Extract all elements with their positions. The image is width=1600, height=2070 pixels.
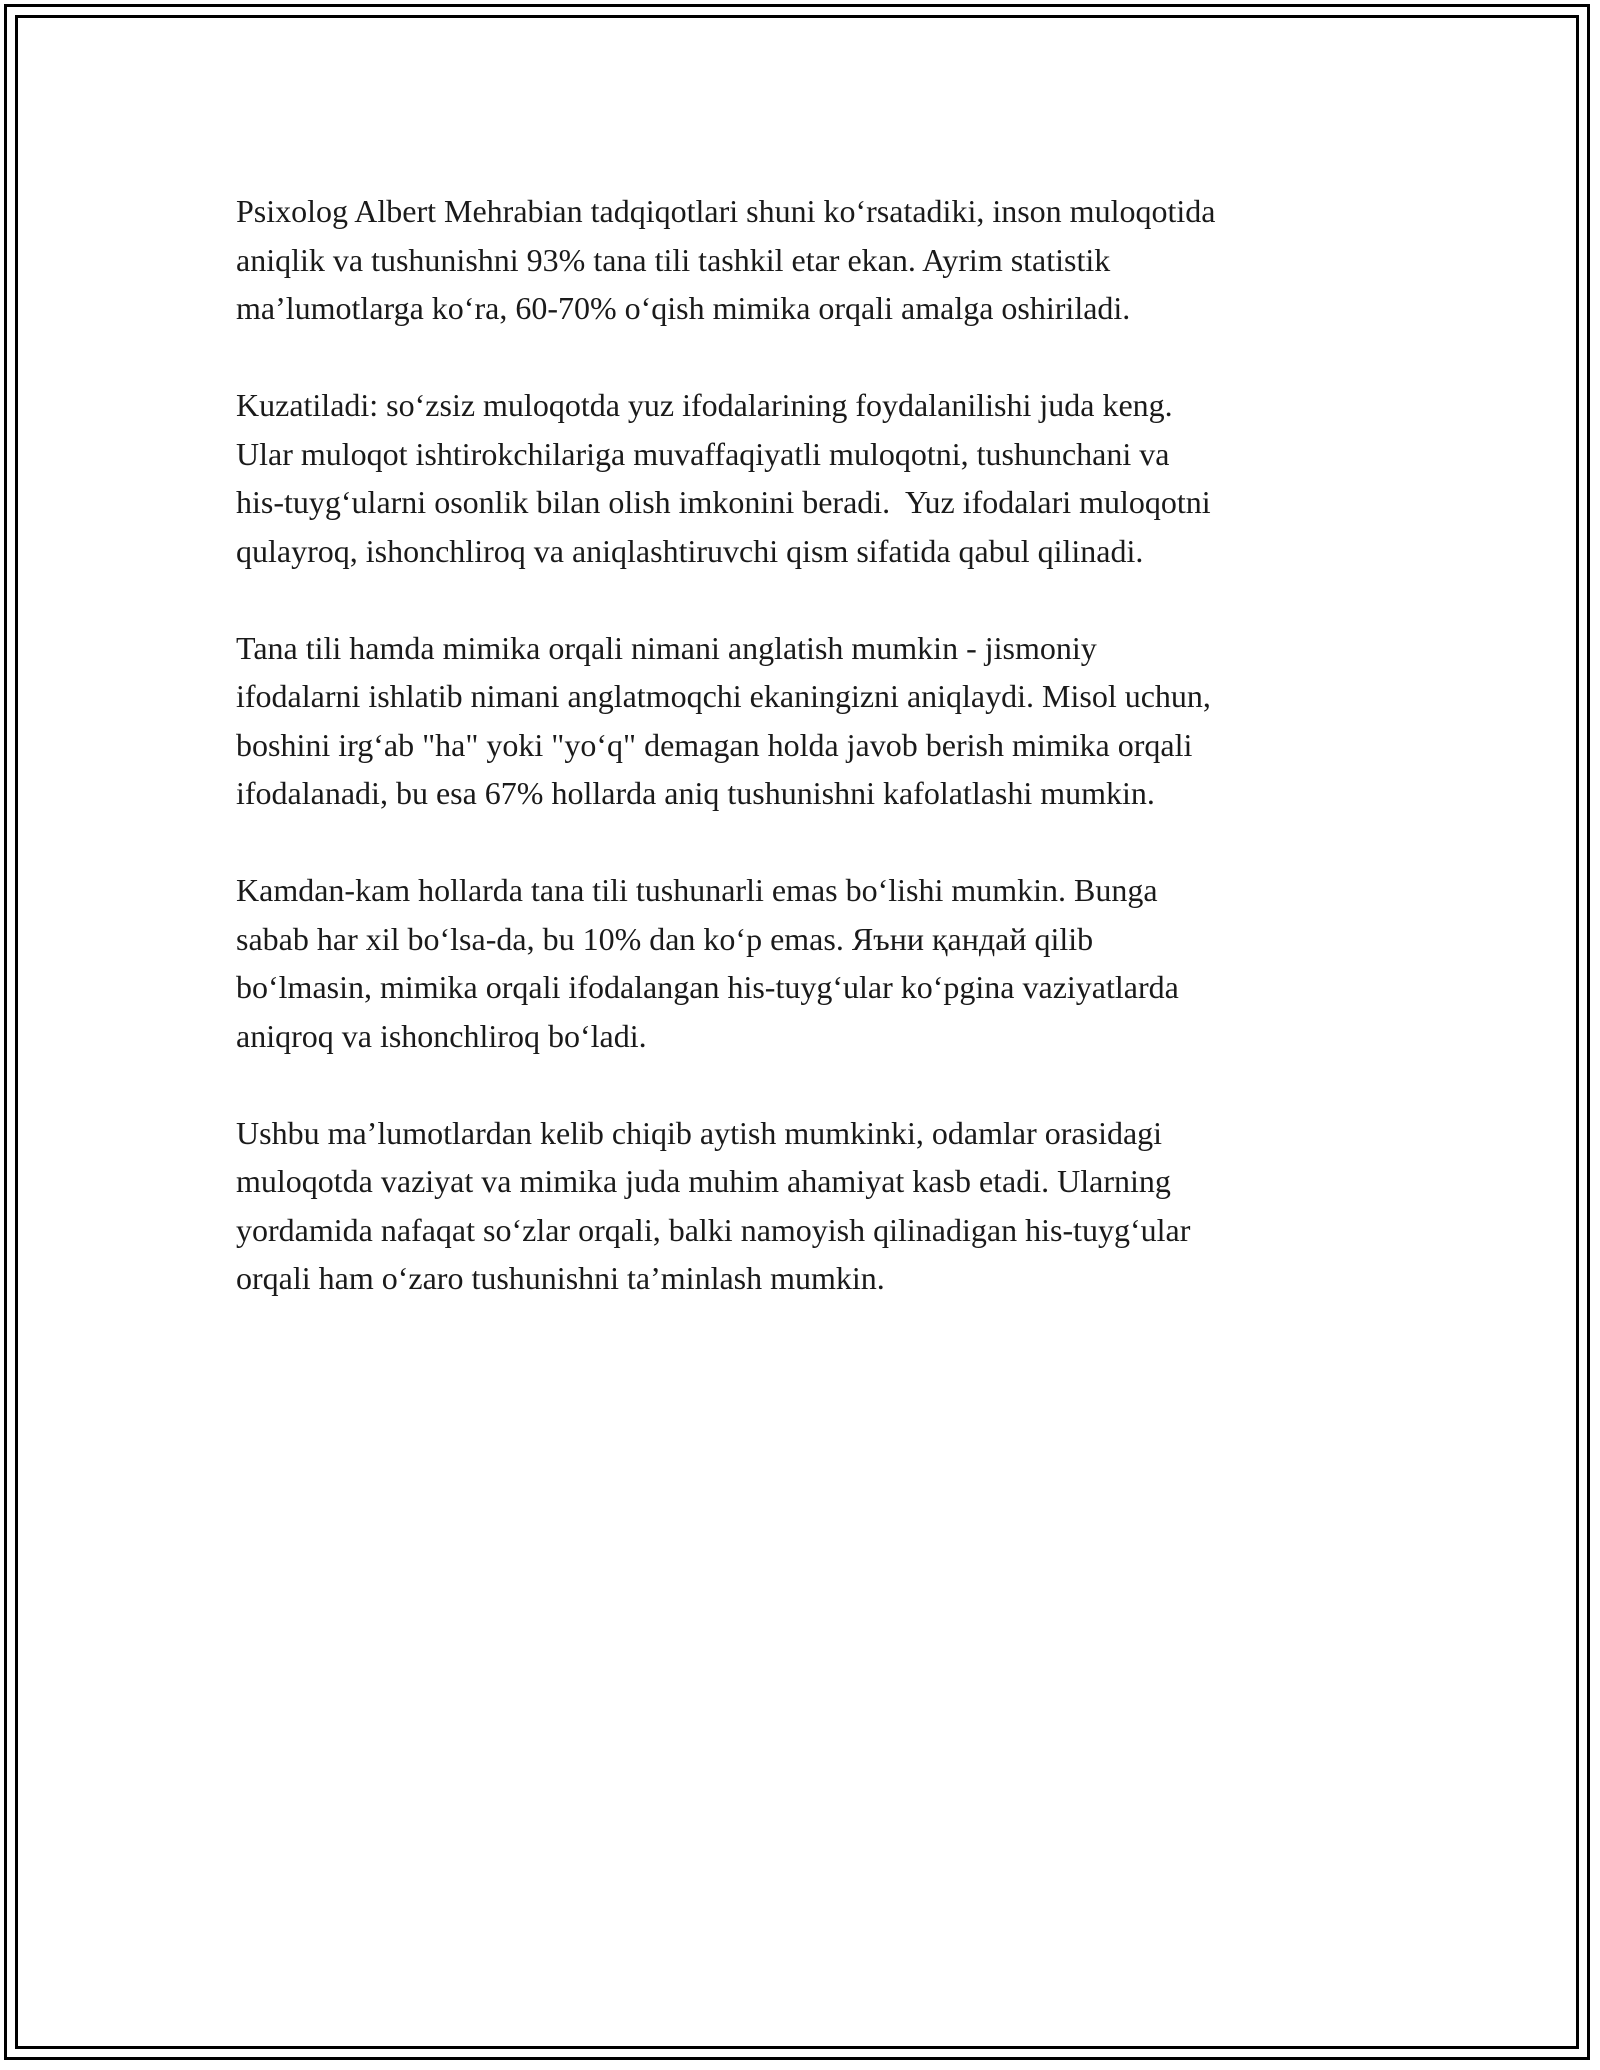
text-line: orqali ham o‘zaro tushunishni ta’minlash mumkin. [236,1260,885,1296]
text-line: muloqotda vaziyat va mimika juda muhim ahamiyat kasb etadi. Ularning [236,1163,1171,1199]
text-line: Kamdan-kam hollarda tana tili tushunarli emas bo‘lishi mumkin. Bunga [236,872,1158,908]
text-line: boshini irg‘ab "ha" yoki "yo‘q" demagan holda javob berish mimika orqali [236,726,1193,763]
paragraph-4 [236,866,1406,1060]
text-line: Kuzatiladi: so‘zsiz muloqotda yuz ifodalarining foydalanilishi juda keng. [236,387,1173,423]
paragraph-3 [236,624,1406,818]
text-line: sabab har xil bo‘lsa-da, bu 10% dan ko‘p emas. Яъни қандай qilib [236,920,1094,957]
text-line: Tana tili hamda mimika orqali nimani anglatish mumkin - jismoniy [236,629,1097,666]
text-line: ifodalarni ishlatib nimani anglatmoqchi ekaningizni aniqlaydi. Misol uchun, [236,678,1211,714]
text-line: ifodalanadi, bu esa 67% hollarda aniq tushunishni kafolatlashi mumkin. [236,775,1155,811]
text-line: Psixolog Albert Mehrabian tadqiqotlari shuni ko‘rsatadiki, inson muloqotida [236,193,1216,229]
text-line: aniqroq va ishonchliroq bo‘ladi. [236,1017,647,1054]
paragraph-5 [236,1109,1406,1303]
paragraph-1 [236,187,1406,333]
paragraph-2 [236,381,1406,575]
text-line: Ular muloqot ishtirokchilariga muvaffaqiyatli muloqotni, tushunchani va [236,435,1170,472]
text-line: Ushbu ma’lumotlardan kelib chiqib aytish mumkinki, odamlar orasidagi [236,1114,1163,1151]
document-body [236,187,1406,1351]
text-line: his-tuyg‘ularni osonlik bilan olish imkonini beradi. Yuz ifodalari muloqotni [236,484,1211,520]
text-line: ma’lumotlarga ko‘ra, 60-70% o‘qish mimika orqali amalga oshiriladi. [236,290,1131,326]
text-line: qulayroq, ishonchliroq va aniqlashtiruvchi qism sifatida qabul qilinadi. [236,532,1144,569]
text-line: bo‘lmasin, mimika orqali ifodalangan his-tuyg‘ular ko‘pgina vaziyatlarda [236,969,1179,1005]
text-line: yordamida nafaqat so‘zlar orqali, balki namoyish qilinadigan his-tuyg‘ular [236,1211,1191,1248]
text-line: aniqlik va tushunishni 93% tana tili tashkil etar ekan. Ayrim statistik [236,241,1111,278]
